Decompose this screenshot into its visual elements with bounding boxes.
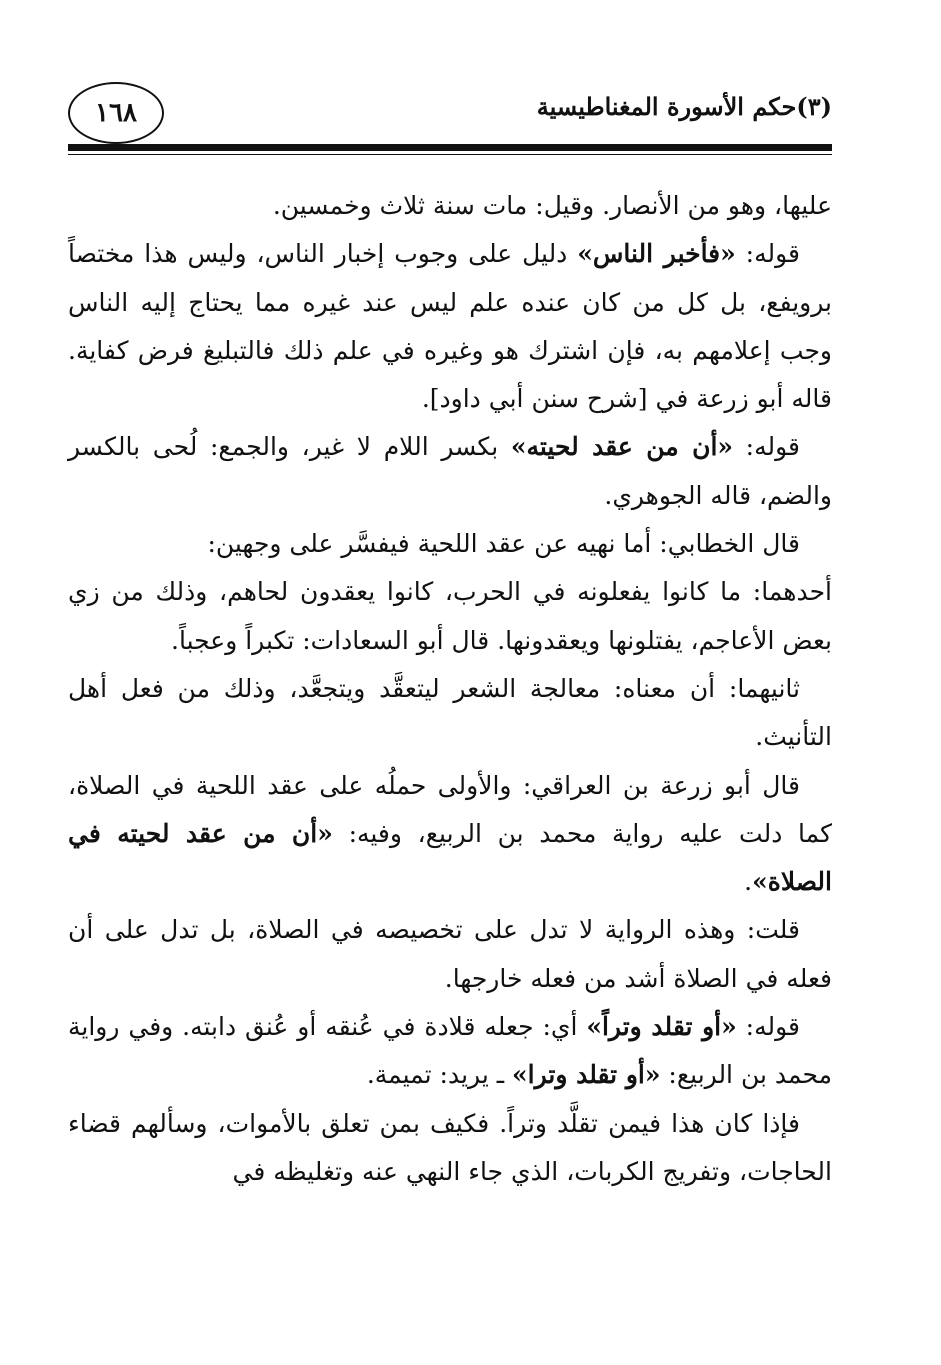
paragraph-text: عليها، وهو من الأنصار. وقيل: مات سنة ثلاث وخمسين. [272, 191, 832, 220]
paragraph [68, 906, 832, 1003]
paragraph-text: . [744, 867, 753, 897]
paragraph [68, 230, 832, 423]
paragraph-text: قال الخطابي: أما نهيه عن عقد اللحية فيفسَّر على وجهين: [207, 529, 800, 559]
paragraph [68, 1003, 832, 1100]
quoted-hadith-text: «أو تقلد وتراً» [586, 1012, 737, 1042]
paragraph [68, 665, 832, 762]
paragraph-text: قلت: وهذه الرواية لا تدل على تخصيصه في الصلاة، بل تدل على أن فعله في الصلاة أشد من فعله خارجها. [68, 915, 832, 993]
paragraph-text: ثانيهما: أن معناه: معالجة الشعر ليتعقَّد ويتجعَّد، وذلك من فعل أهل التأنيث. [68, 673, 832, 752]
header-rule-thin [68, 154, 832, 155]
paragraph [68, 520, 832, 568]
paragraph [68, 568, 832, 665]
paragraph [68, 182, 832, 230]
paragraph-text: قوله: [736, 1012, 800, 1042]
paragraph-text: أي: جعله قلادة في عُنقه أو عُنق دابته. وفي رواية محمد بن الربيع: [68, 1012, 832, 1090]
paragraph-text: أحدهما: ما كانوا يفعلونه في الحرب، كانوا يعقدون لحاهم، وذلك من زي بعض الأعاجم، يفتلونها ويعقدونها. قال أبو السعادات: تكبراً وعجباً. [68, 577, 832, 655]
paragraph [68, 423, 832, 520]
paragraph-text: قوله: [735, 239, 800, 269]
paragraph-text: فإذا كان هذا فيمن تقلَّد وتراً. فكيف بمن تعلق بالأموات، وسألهم قضاء الحاجات، وتفريج الكربات، الذي جاء النهي عنه وتغليظه في [68, 1108, 832, 1186]
quoted-hadith-text: «فأخبر الناس» [577, 239, 736, 269]
header-rule-thick [68, 144, 832, 151]
quoted-hadith-text: «أن من عقد لحيته في الصلاة» [68, 818, 832, 897]
paragraph-text: قوله: [733, 432, 800, 462]
paragraph-text: قال أبو زرعة بن العراقي: والأولى حملُه على عقد اللحية في الصلاة، كما دلت عليه رواية محمد بن الربيع، وفيه: [68, 770, 832, 848]
paragraph [68, 762, 832, 907]
paragraph-text: ـ يريد: تميمة. [366, 1060, 513, 1090]
paragraph-text: بكسر اللام لا غير، والجمع: لُحى بالكسر والضم، قاله الجوهري. [68, 432, 832, 510]
quoted-hadith-text: «أن من عقد لحيته» [510, 432, 734, 462]
paragraph-text: دليل على وجوب إخبار الناس، وليس هذا مختصاً برويفع، بل كل من كان عنده علم ليس عند غيره مما يحتاج إليه الناس وجب إعلامهم به، فإن اشترك هو وغيره في علم ذلك فالتبليغ فرض كفاية. قاله أبو زرعة في [شرح سنن أبي داود]. [68, 239, 832, 414]
page-header [68, 82, 832, 162]
page-number: ١٦٨ [68, 82, 164, 144]
body-text [68, 182, 832, 1196]
quoted-hadith-text: «أو تقلد وترا» [512, 1060, 661, 1090]
chapter-title: (٣)حكم الأسورة المغناطيسية [536, 92, 832, 121]
paragraph [68, 1100, 832, 1197]
